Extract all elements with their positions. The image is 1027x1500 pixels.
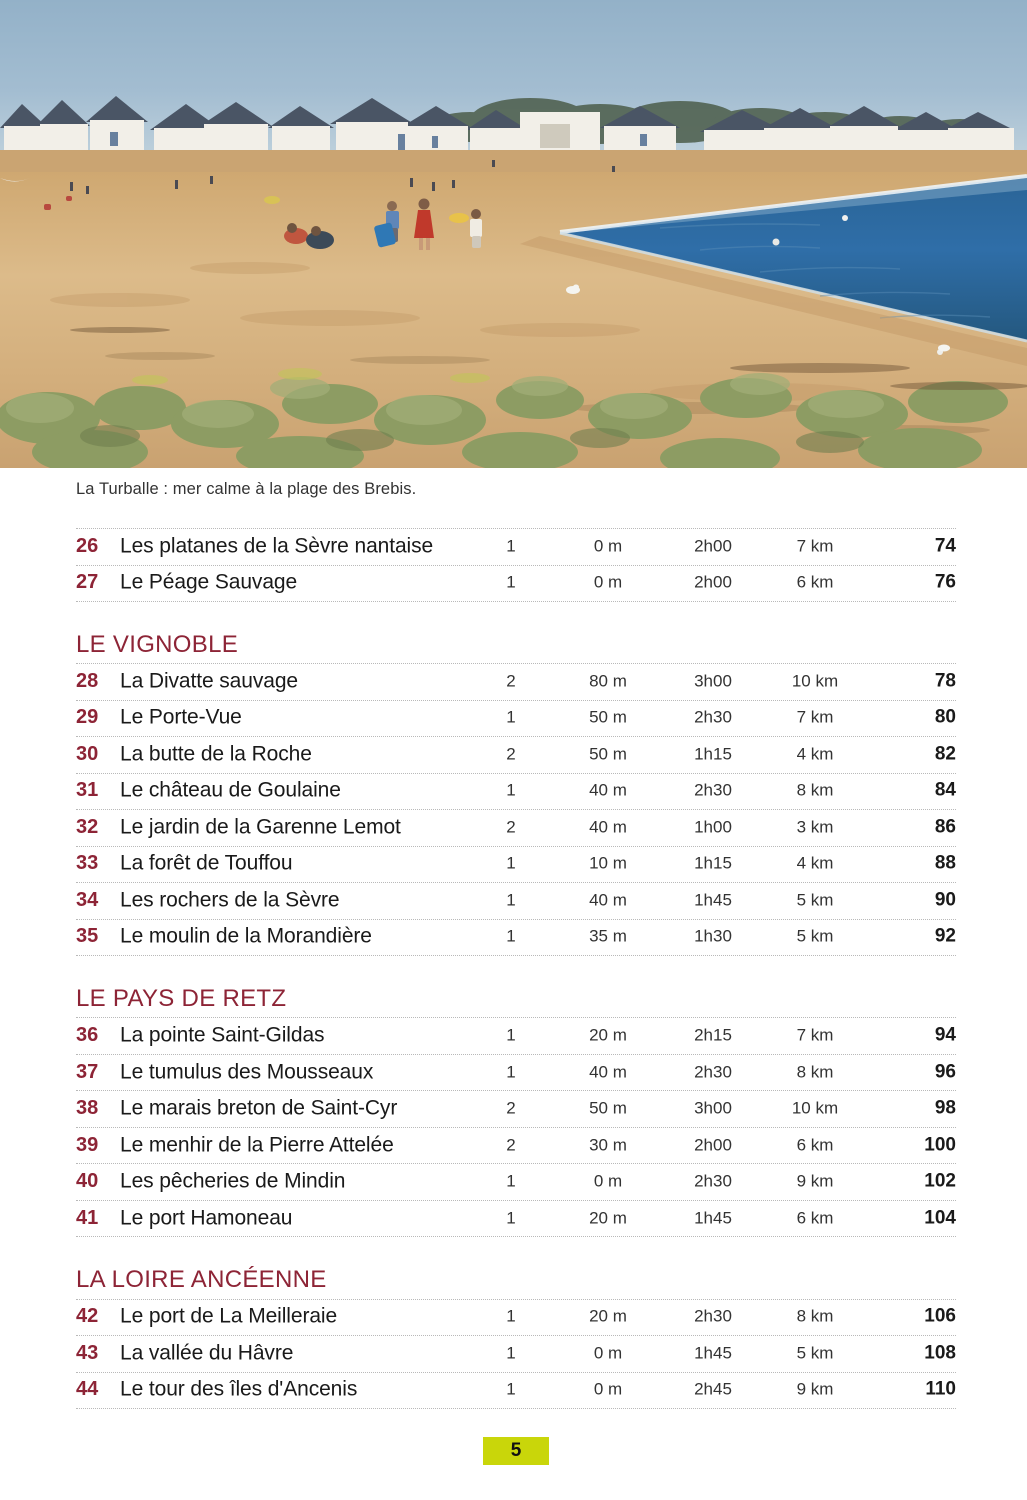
route-number: 28 — [76, 669, 99, 692]
elevation: 0 m — [593, 536, 623, 556]
page-ref: 78 — [934, 670, 956, 692]
route-number: 33 — [76, 852, 99, 875]
elevation: 40 m — [589, 817, 627, 837]
table-row[interactable] — [76, 883, 956, 920]
elevation: 10 m — [589, 854, 627, 874]
route-name: Le jardin de la Garenne Lemot — [120, 815, 401, 839]
route-number: 36 — [76, 1024, 99, 1047]
table-row[interactable] — [76, 1373, 956, 1410]
route-number: 39 — [76, 1133, 99, 1156]
distance: 8 km — [796, 1062, 834, 1082]
page-ref: 108 — [924, 1342, 956, 1364]
elevation: 50 m — [589, 1098, 627, 1118]
table-row[interactable] — [76, 1017, 956, 1055]
table-row[interactable] — [76, 701, 956, 738]
page-ref: 106 — [924, 1305, 956, 1327]
elevation: 0 m — [593, 1171, 623, 1191]
page-ref: 102 — [924, 1170, 956, 1192]
route-name: La forêt de Touffou — [120, 851, 293, 875]
difficulty: 1 — [506, 927, 516, 947]
difficulty: 1 — [506, 1343, 516, 1363]
page-ref: 88 — [934, 852, 956, 874]
duration: 2h30 — [694, 1306, 732, 1326]
route-number: 37 — [76, 1060, 99, 1083]
elevation: 40 m — [589, 890, 627, 910]
route-name: Le Porte-Vue — [120, 705, 242, 729]
table-row[interactable] — [76, 774, 956, 811]
table-row[interactable] — [76, 737, 956, 774]
table-row[interactable] — [76, 1299, 956, 1337]
page-ref: 104 — [924, 1207, 956, 1229]
distance: 5 km — [796, 927, 834, 947]
elevation: 80 m — [589, 671, 627, 691]
table-row[interactable] — [76, 566, 956, 603]
route-name: La pointe Saint-Gildas — [120, 1023, 325, 1047]
duration: 2h00 — [694, 536, 732, 556]
page-ref: 94 — [934, 1024, 956, 1046]
elevation: 0 m — [593, 572, 623, 592]
distance: 5 km — [796, 890, 834, 910]
distance: 6 km — [796, 572, 834, 592]
route-number: 32 — [76, 815, 99, 838]
route-number: 31 — [76, 779, 99, 802]
elevation: 50 m — [589, 744, 627, 764]
table-row[interactable] — [76, 1164, 956, 1201]
section-heading: LA LOIRE ANCÉENNE — [76, 1266, 327, 1294]
route-name: Le port de La Meilleraie — [120, 1304, 338, 1328]
table-row[interactable] — [76, 528, 956, 566]
distance: 7 km — [796, 708, 834, 728]
page-ref: 76 — [934, 571, 956, 593]
route-name: Le tumulus des Mousseaux — [120, 1060, 374, 1084]
page-ref: 90 — [934, 889, 956, 911]
elevation: 20 m — [589, 1025, 627, 1045]
route-name: Le moulin de la Morandière — [120, 924, 372, 948]
difficulty: 1 — [506, 1208, 516, 1228]
duration: 1h45 — [694, 1343, 732, 1363]
duration: 2h00 — [694, 572, 732, 592]
elevation: 30 m — [589, 1135, 627, 1155]
route-number: 44 — [76, 1378, 99, 1401]
page-ref: 82 — [934, 743, 956, 765]
elevation: 40 m — [589, 1062, 627, 1082]
difficulty: 2 — [506, 817, 516, 837]
difficulty: 1 — [506, 1306, 516, 1326]
table-row[interactable] — [76, 1128, 956, 1165]
distance: 7 km — [796, 1025, 834, 1045]
duration: 2h00 — [694, 1135, 732, 1155]
beach-photo-illustration — [0, 0, 1027, 468]
difficulty: 1 — [506, 536, 516, 556]
difficulty: 2 — [506, 671, 516, 691]
duration: 1h15 — [694, 854, 732, 874]
table-row[interactable] — [76, 1336, 956, 1373]
page-ref: 92 — [934, 925, 956, 947]
elevation: 0 m — [593, 1343, 623, 1363]
elevation: 50 m — [589, 708, 627, 728]
duration: 2h30 — [694, 781, 732, 801]
table-row[interactable] — [76, 1201, 956, 1238]
difficulty: 1 — [506, 854, 516, 874]
duration: 1h45 — [694, 890, 732, 910]
route-name: Le port Hamoneau — [120, 1206, 293, 1230]
route-number: 40 — [76, 1170, 99, 1193]
route-name: La butte de la Roche — [120, 742, 312, 766]
distance: 9 km — [796, 1171, 834, 1191]
difficulty: 1 — [506, 1171, 516, 1191]
route-name: Le château de Goulaine — [120, 778, 341, 802]
header-photo — [0, 0, 1027, 468]
distance: 8 km — [796, 1306, 834, 1326]
duration: 2h30 — [694, 1171, 732, 1191]
page-ref: 74 — [934, 535, 956, 557]
section-heading: LE VIGNOBLE — [76, 631, 239, 658]
elevation: 0 m — [593, 1379, 623, 1399]
distance: 5 km — [796, 1343, 834, 1363]
route-number: 27 — [76, 571, 99, 594]
page-ref: 84 — [934, 779, 956, 801]
difficulty: 1 — [506, 1062, 516, 1082]
table-row[interactable] — [76, 1091, 956, 1128]
route-name: Les pêcheries de Mindin — [120, 1169, 346, 1193]
route-number: 42 — [76, 1305, 99, 1328]
difficulty: 1 — [506, 708, 516, 728]
difficulty: 2 — [506, 1098, 516, 1118]
difficulty: 2 — [506, 1135, 516, 1155]
difficulty: 2 — [506, 744, 516, 764]
distance: 7 km — [796, 536, 834, 556]
section-heading: LE PAYS DE RETZ — [76, 985, 287, 1013]
route-number: 29 — [76, 706, 99, 729]
duration: 2h30 — [694, 1062, 732, 1082]
duration: 1h00 — [694, 817, 732, 837]
page-ref: 98 — [934, 1097, 956, 1119]
page-ref: 86 — [934, 816, 956, 838]
route-name: Les platanes de la Sèvre nantaise — [120, 534, 434, 558]
duration: 2h30 — [694, 708, 732, 728]
duration: 1h30 — [694, 927, 732, 947]
route-number: 26 — [76, 534, 99, 557]
route-number: 43 — [76, 1341, 99, 1364]
route-name: La Divatte sauvage — [120, 669, 298, 693]
distance: 10 km — [791, 671, 839, 691]
difficulty: 1 — [506, 890, 516, 910]
difficulty: 1 — [506, 572, 516, 592]
photo-caption: La Turballe : mer calme à la plage des Brebis. — [76, 480, 417, 498]
distance: 6 km — [796, 1208, 834, 1228]
distance: 8 km — [796, 781, 834, 801]
route-name: Le Péage Sauvage — [120, 570, 298, 594]
page-number-badge: 5 — [483, 1437, 549, 1465]
elevation: 40 m — [589, 781, 627, 801]
page-ref: 110 — [925, 1378, 956, 1400]
page-ref: 80 — [934, 706, 956, 728]
table-row[interactable] — [76, 810, 956, 847]
difficulty: 1 — [506, 1025, 516, 1045]
duration: 2h15 — [694, 1025, 732, 1045]
difficulty: 1 — [506, 1379, 516, 1399]
route-number: 41 — [76, 1206, 99, 1229]
page-ref: 96 — [934, 1061, 956, 1083]
distance: 4 km — [796, 744, 834, 764]
duration: 2h45 — [694, 1379, 732, 1399]
table-row[interactable] — [76, 1055, 956, 1092]
table-row[interactable] — [76, 847, 956, 884]
duration: 1h45 — [694, 1208, 732, 1228]
route-number: 30 — [76, 742, 99, 765]
route-name: Le tour des îles d'Ancenis — [120, 1377, 358, 1401]
duration: 3h00 — [694, 671, 732, 691]
duration: 1h15 — [694, 744, 732, 764]
distance: 3 km — [796, 817, 834, 837]
table-row[interactable] — [76, 920, 956, 957]
route-name: Les rochers de la Sèvre — [120, 888, 340, 912]
route-name: Le menhir de la Pierre Attelée — [120, 1133, 394, 1157]
route-name: Le marais breton de Saint-Cyr — [120, 1096, 398, 1120]
distance: 6 km — [796, 1135, 834, 1155]
table-of-contents — [76, 528, 956, 1409]
duration: 3h00 — [694, 1098, 732, 1118]
route-number: 35 — [76, 925, 99, 948]
distance: 10 km — [791, 1098, 839, 1118]
route-number: 38 — [76, 1097, 99, 1120]
table-row[interactable] — [76, 663, 956, 701]
elevation: 35 m — [589, 927, 627, 947]
elevation: 20 m — [589, 1306, 627, 1326]
difficulty: 1 — [506, 781, 516, 801]
page-ref: 100 — [924, 1134, 956, 1156]
distance: 4 km — [796, 854, 834, 874]
elevation: 20 m — [589, 1208, 627, 1228]
route-number: 34 — [76, 888, 99, 911]
route-name: La vallée du Hâvre — [120, 1341, 294, 1365]
distance: 9 km — [796, 1379, 834, 1399]
